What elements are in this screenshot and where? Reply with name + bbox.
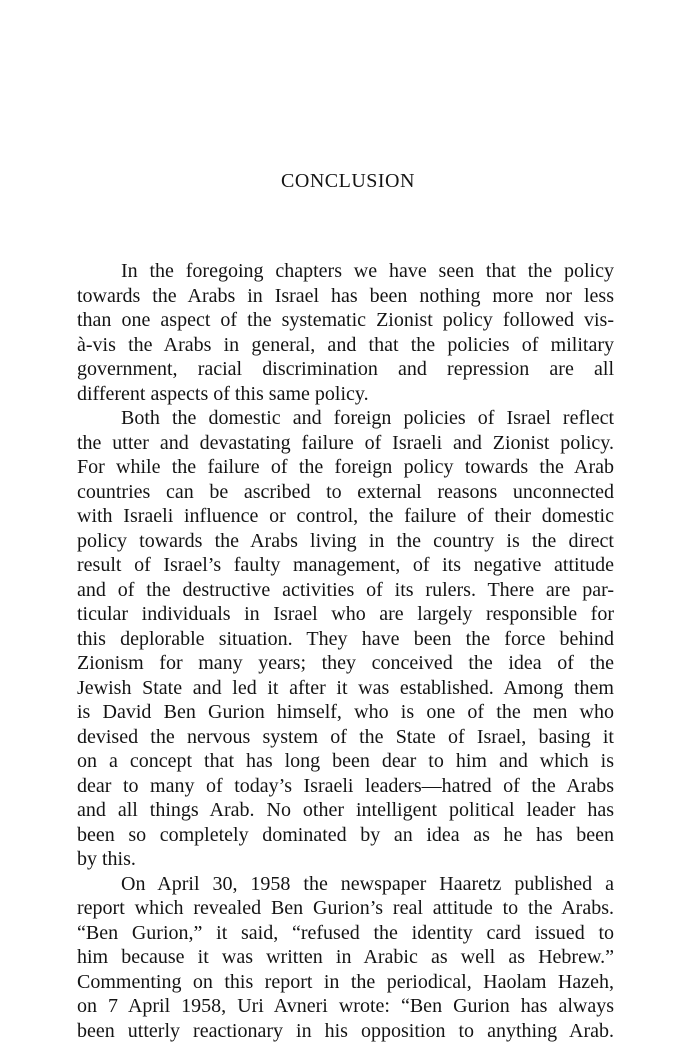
text-line: policy towards the Arabs living in the country is the direct <box>77 529 614 552</box>
text-line: the utter and devastating failure of Israeli and Zionist policy. <box>77 431 614 454</box>
text-line: à-vis the Arabs in general, and that the policies of military <box>77 333 614 356</box>
text-line: been utterly reactionary in his opposition to anything Arab. <box>77 1019 614 1042</box>
text-line: ticular individuals in Israel who are largely responsible for <box>77 603 614 625</box>
text-line: Both the domestic and foreign policies of Israel reflect <box>121 407 614 429</box>
text-line: “Ben Gurion,” it said, “refused the identity card issued to <box>77 921 614 944</box>
text-line: Zionism for many years; they conceived the idea of the <box>77 652 614 674</box>
text-line: been so completely dominated by an idea as he has been <box>77 823 614 846</box>
text-line: than one aspect of the systematic Zionist policy followed vis- <box>77 309 614 331</box>
text-line: For while the failure of the foreign policy towards the Arab <box>77 456 614 478</box>
chapter-body <box>77 259 614 1043</box>
text-line: on 7 April 1958, Uri Avneri wrote: “Ben Gurion has always <box>77 995 614 1017</box>
text-line: with Israeli influence or control, the failure of their domestic <box>77 505 614 527</box>
text-line: towards the Arabs in Israel has been nothing more nor less <box>77 284 614 307</box>
text-line: is David Ben Gurion himself, who is one of the men who <box>77 701 614 723</box>
text-line: on a concept that has long been dear to him and which is <box>77 750 614 772</box>
text-line: dear to many of today’s Israeli leaders—hatred of the Arabs <box>77 774 614 797</box>
text-line: result of Israel’s faulty management, of its negative attitude <box>77 554 614 576</box>
chapter-title: CONCLUSION <box>281 170 415 192</box>
text-line: Commenting on this report in the periodical, Haolam Hazeh, <box>77 970 614 993</box>
text-line: him because it was written in Arabic as well as Hebrew.” <box>77 946 614 968</box>
text-line: by this. <box>77 848 136 870</box>
text-line: and all things Arab. No other intelligent political leader has <box>77 799 614 821</box>
text-line: In the foregoing chapters we have seen that the policy <box>121 260 614 282</box>
text-line: report which revealed Ben Gurion’s real attitude to the Arabs. <box>77 897 614 919</box>
text-line: this deplorable situation. They have been the force behind <box>77 627 614 650</box>
text-line: different aspects of this same policy. <box>77 382 369 405</box>
text-line: countries can be ascribed to external reasons unconnected <box>77 480 614 503</box>
text-line: and of the destructive activities of its rulers. There are par- <box>77 578 614 601</box>
text-line: Jewish State and led it after it was established. Among them <box>77 676 614 699</box>
text-line: devised the nervous system of the State of Israel, basing it <box>77 725 614 748</box>
text-line: On April 30, 1958 the newspaper Haaretz published a <box>121 872 614 895</box>
text-line: government, racial discrimination and repression are all <box>77 358 614 380</box>
